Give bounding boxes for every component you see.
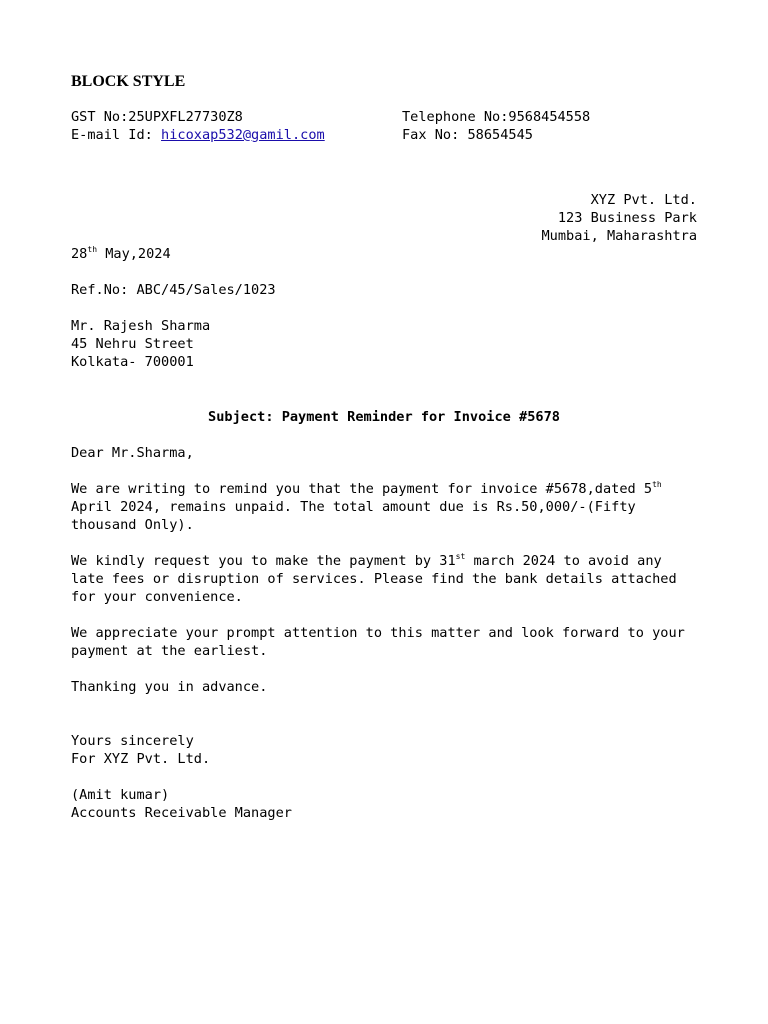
spacer <box>71 606 697 624</box>
paragraph-1-text-b: April 2024, remains unpaid. The total amount due is Rs.50,000/-(Fifty thousand Only). <box>71 499 636 533</box>
closing-line: Yours sincerely <box>71 733 194 749</box>
company-street: 123 Business Park <box>557 210 697 226</box>
body-paragraph-1 <box>71 480 697 534</box>
email-link[interactable]: hicoxap532@gamil.com <box>161 127 325 143</box>
paragraph-2-text-b: march 2024 to avoid any late fees or disruption of services. Please find the bank details attached for your convenience. <box>71 553 677 605</box>
spacer <box>71 144 697 191</box>
date-rest: May,2024 <box>97 246 171 262</box>
recipient-city: Kolkata- 700001 <box>71 354 194 370</box>
telephone-number: Telephone No:9568454558 <box>402 109 591 125</box>
salutation: Dear Mr.Sharma, <box>71 445 194 461</box>
letter-style-heading: BLOCK STYLE <box>71 73 186 90</box>
email-label: E-mail Id: <box>71 127 162 143</box>
spacer <box>71 426 697 444</box>
letter-date <box>71 245 697 263</box>
spacer <box>71 299 697 317</box>
spacer <box>71 263 697 281</box>
spacer <box>71 371 697 408</box>
body-paragraph-3: We appreciate your prompt attention to this matter and look forward to your payment at the earliest. <box>71 625 685 659</box>
company-city: Mumbai, Maharashtra <box>541 228 697 244</box>
thanks-line: Thanking you in advance. <box>71 679 268 695</box>
body-paragraph-2 <box>71 552 697 606</box>
spacer <box>71 534 697 552</box>
company-name: XYZ Pvt. Ltd. <box>590 192 697 208</box>
spacer <box>71 768 697 786</box>
paragraph-1-text-a: We are writing to remind you that the payment for invoice #5678,dated 5 <box>71 481 653 497</box>
recipient-street: 45 Nehru Street <box>71 336 194 352</box>
spacer <box>71 462 697 480</box>
paragraph-2-superscript: st <box>455 552 466 561</box>
spacer <box>71 660 697 678</box>
reference-number: Ref.No: ABC/45/Sales/1023 <box>71 282 276 298</box>
sender-contact-row-1 <box>71 108 697 126</box>
gst-number: GST No:25UPXFL27730Z8 <box>71 109 243 125</box>
paragraph-1-superscript: th <box>652 480 662 489</box>
spacer <box>71 696 697 732</box>
fax-number: Fax No: 58654545 <box>402 127 533 143</box>
subject-line: Subject: Payment Reminder for Invoice #5678 <box>208 409 560 425</box>
signatory-name: (Amit kumar) <box>71 787 170 803</box>
recipient-name: Mr. Rajesh Sharma <box>71 318 211 334</box>
email-block <box>71 126 402 144</box>
date-day: 28 <box>71 246 88 262</box>
letter-page <box>71 72 697 822</box>
paragraph-2-text-a: We kindly request you to make the payment by 31 <box>71 553 456 569</box>
sender-contact-row-2 <box>71 126 697 144</box>
closing-company: For XYZ Pvt. Ltd. <box>71 751 211 767</box>
date-suffix: th <box>87 245 98 254</box>
spacer <box>71 92 697 108</box>
signatory-title: Accounts Receivable Manager <box>71 805 292 821</box>
